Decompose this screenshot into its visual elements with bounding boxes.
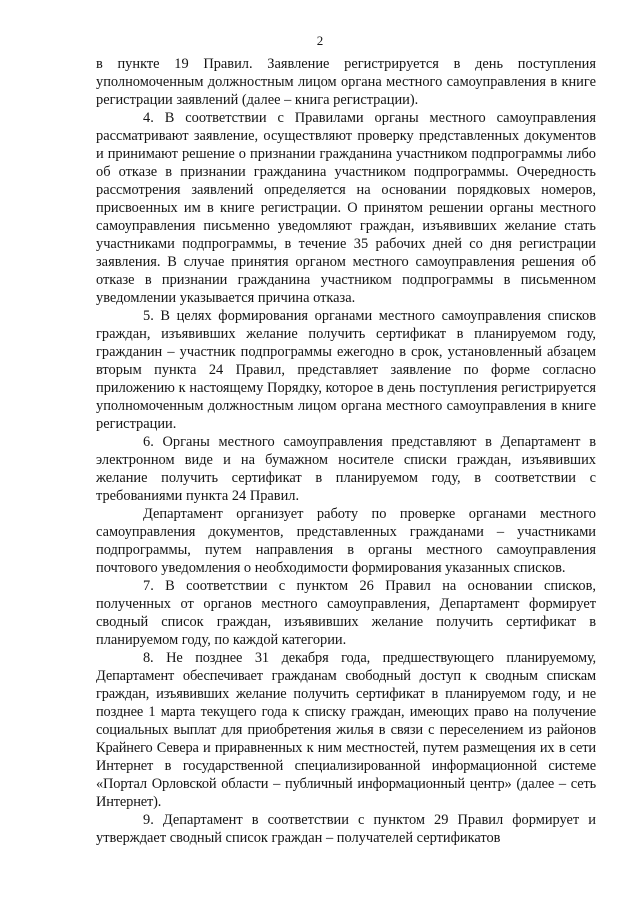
page-number: 2 <box>316 33 324 48</box>
paragraph-item-8: 8. Не позднее 31 декабря года, предшествующего планируемому, Департамент обеспечивает гражданам свободный доступ к сводным спискам граждан, изъявивших желание получить сертификат в планируемом году, и не позднее 1 марта текущего года к списку граждан, имеющих право на получение социальных выплат для приобретения жилья в связи с переселением из районов Крайнего Севера и приравненных к ним местностей, путем размещения их в сети Интернет в государственной специализированной информационной системе «Портал Орловской области – публичный информационный центр» (далее – сеть Интернет). <box>96 650 596 810</box>
paragraph-department-check: Департамент организует работу по проверке органами местного самоуправления документов, представленных гражданами – участниками подпрограммы, путем направления в органы местного самоуправления почтового уведомления о необходимости формирования указанных списков. <box>96 506 596 576</box>
paragraph-item-6: 6. Органы местного самоуправления представляют в Департамент в электронном виде и на бумажном носителе списки граждан, изъявивших желание получить сертификат в планируемом году, в соответствии с требованиями пункта 24 Правил. <box>96 434 596 504</box>
paragraph-item-7: 7. В соответствии с пунктом 26 Правил на основании списков, полученных от органов местного самоуправления, Департамент формирует сводный список граждан, изъявивших желание получить сертификат в планируемом году, по каждой категории. <box>96 578 596 648</box>
paragraph-continuation: в пункте 19 Правил. Заявление регистрируется в день поступления уполномоченным должностным лицом органа местного самоуправления в книге регистрации заявлений (далее – книга регистрации). <box>96 56 596 108</box>
paragraph-item-4: 4. В соответствии с Правилами органы местного самоуправления рассматривают заявление, осуществляют проверку представленных документов и принимают решение о признании гражданина участником подпрограммы либо об отказе в признании гражданина участником подпрограммы. Очередность рассмотрения заявлений определяется на основании порядковых номеров, присвоенных им в книге регистрации. О принятом решении органы местного самоуправления письменно уведомляют граждан, изъявивших желание стать участниками подпрограммы, в течение 35 рабочих дней со дня регистрации заявления. В случае принятия органом местного самоуправления решения об отказе в признании гражданина участником подпрограммы в письменном уведомлении указывается причина отказа. <box>96 110 596 306</box>
paragraph-item-9: 9. Департамент в соответствии с пунктом 29 Правил формирует и утверждает сводный список граждан – получателей сертификатов <box>96 812 596 846</box>
document-body <box>96 55 596 847</box>
paragraph-item-5: 5. В целях формирования органами местного самоуправления списков граждан, изъявивших желание получить сертификат в планируемом году, гражданин – участник подпрограммы ежегодно в срок, установленный абзацем вторым пункта 24 Правил, представляет заявление по форме согласно приложению к настоящему Порядку, которое в день поступления регистрируется уполномоченным должностным лицом органа местного самоуправления в книге регистрации. <box>96 308 596 432</box>
